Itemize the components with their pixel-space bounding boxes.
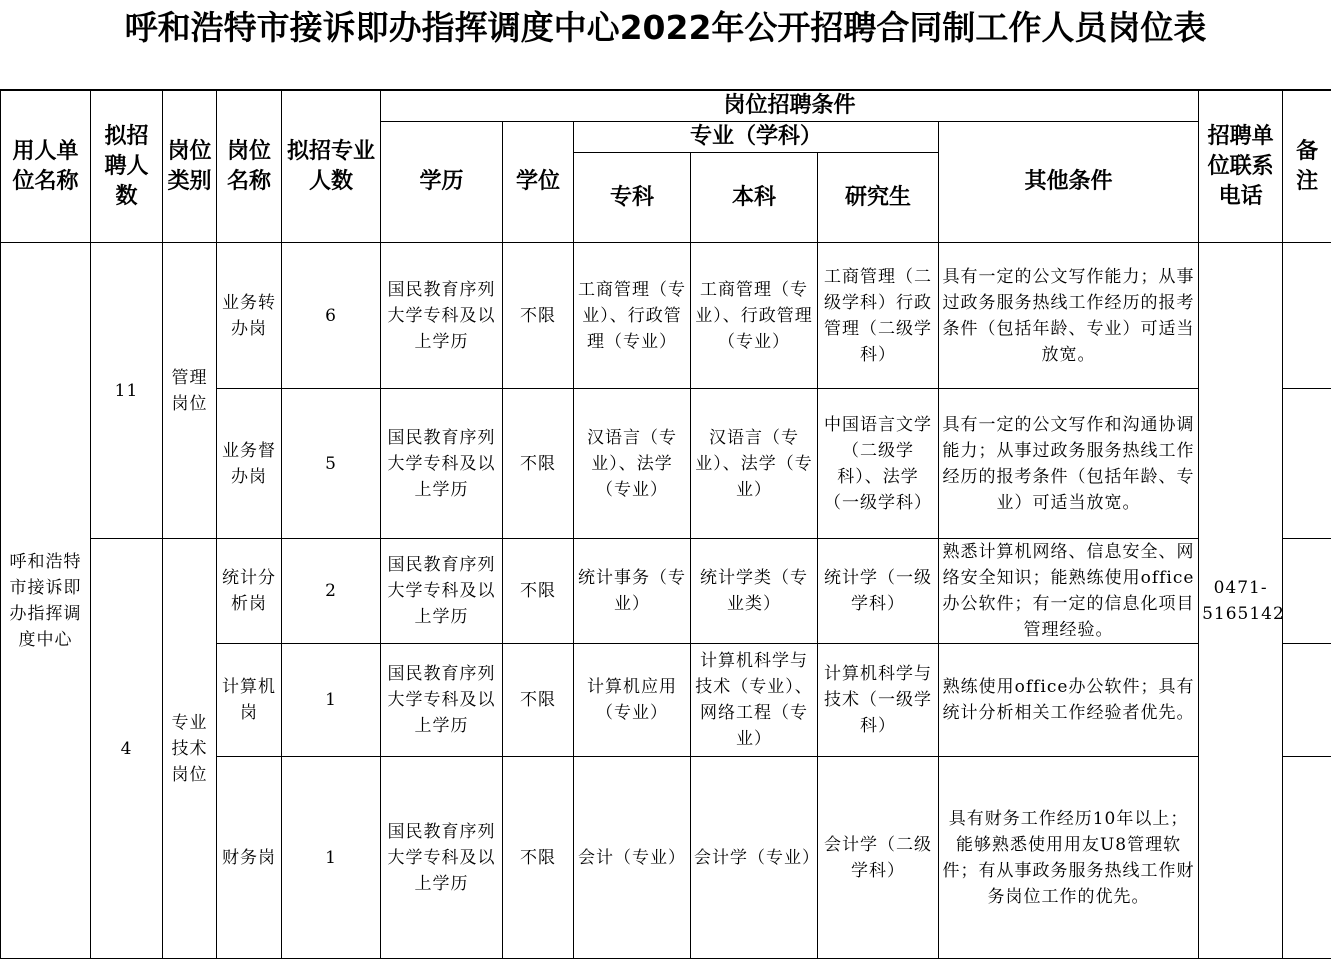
remarks-cell <box>1283 389 1331 539</box>
position-cell: 计算机岗 <box>217 644 282 757</box>
group-planned-cell: 4 <box>91 539 163 959</box>
header-category: 岗位类别 <box>163 91 217 243</box>
phone-cell: 0471-5165142 <box>1199 243 1283 959</box>
degree-cell: 不限 <box>503 389 574 539</box>
bachelor-cell: 工商管理（专业）、行政管理（专业） <box>691 243 818 389</box>
table-row <box>1 243 1331 389</box>
graduate-cell: 工商管理（二级学科）行政管理（二级学科） <box>818 243 939 389</box>
header-major-group: 专业（学科） <box>574 122 939 153</box>
header-conditions: 岗位招聘条件 <box>381 91 1199 122</box>
graduate-cell: 统计学（一级学科） <box>818 539 939 644</box>
college-cell: 统计事务（专业） <box>574 539 691 644</box>
header-degree: 学位 <box>503 122 574 243</box>
group-category-cell: 管理岗位 <box>163 243 217 539</box>
header-phone: 招聘单位联系电话 <box>1199 91 1283 243</box>
header-position: 岗位名称 <box>217 91 282 243</box>
header-other: 其他条件 <box>939 122 1199 243</box>
count-cell: 2 <box>282 539 381 644</box>
college-cell: 计算机应用（专业） <box>574 644 691 757</box>
count-cell: 1 <box>282 644 381 757</box>
header-major-count: 拟招专业人数 <box>282 91 381 243</box>
count-cell: 6 <box>282 243 381 389</box>
group-planned-cell: 11 <box>91 243 163 539</box>
title-bar <box>0 0 1331 90</box>
bachelor-cell: 统计学类（专业类） <box>691 539 818 644</box>
college-cell: 汉语言（专业）、法学（专业） <box>574 389 691 539</box>
unit-name-cell: 呼和浩特市接诉即办指挥调度中心 <box>1 243 91 959</box>
remarks-cell <box>1283 757 1331 959</box>
bachelor-cell: 计算机科学与技术（专业）、网络工程（专业） <box>691 644 818 757</box>
header-bachelor: 本科 <box>691 153 818 243</box>
education-cell: 国民教育序列大学专科及以上学历 <box>381 243 503 389</box>
remarks-cell <box>1283 243 1331 389</box>
other-cell: 具有一定的公文写作和沟通协调能力；从事过政务服务热线工作经历的报考条件（包括年龄、专业）可适当放宽。 <box>939 389 1199 539</box>
document-title: 呼和浩特市接诉即办指挥调度中心2022年公开招聘合同制工作人员岗位表 <box>0 2 1331 54</box>
header-college: 专科 <box>574 153 691 243</box>
graduate-cell: 计算机科学与技术（一级学科） <box>818 644 939 757</box>
education-cell: 国民教育序列大学专科及以上学历 <box>381 644 503 757</box>
degree-cell: 不限 <box>503 757 574 959</box>
bachelor-cell: 汉语言（专业）、法学（专业） <box>691 389 818 539</box>
position-cell: 统计分析岗 <box>217 539 282 644</box>
bachelor-cell: 会计学（专业） <box>691 757 818 959</box>
table-row <box>1 539 1331 644</box>
college-cell: 工商管理（专业）、行政管理（专业） <box>574 243 691 389</box>
position-table <box>0 90 1331 959</box>
count-cell: 1 <box>282 757 381 959</box>
degree-cell: 不限 <box>503 243 574 389</box>
other-cell: 具有一定的公文写作能力；从事过政务服务热线工作经历的报考条件（包括年龄、专业）可适当放宽。 <box>939 243 1199 389</box>
other-cell: 熟悉计算机网络、信息安全、网络安全知识；能熟练使用office办公软件；有一定的信息化项目管理经验。 <box>939 539 1199 644</box>
college-cell: 会计（专业） <box>574 757 691 959</box>
header-remarks: 备注 <box>1283 91 1331 243</box>
education-cell: 国民教育序列大学专科及以上学历 <box>381 389 503 539</box>
position-cell: 业务转办岗 <box>217 243 282 389</box>
graduate-cell: 会计学（二级学科） <box>818 757 939 959</box>
education-cell: 国民教育序列大学专科及以上学历 <box>381 757 503 959</box>
degree-cell: 不限 <box>503 539 574 644</box>
remarks-cell <box>1283 644 1331 757</box>
header-education: 学历 <box>381 122 503 243</box>
graduate-cell: 中国语言文学（二级学科）、法学（一级学科） <box>818 389 939 539</box>
header-unit: 用人单位名称 <box>1 91 91 243</box>
remarks-cell <box>1283 539 1331 644</box>
position-cell: 业务督办岗 <box>217 389 282 539</box>
header-planned: 拟招聘人数 <box>91 91 163 243</box>
group-category-cell: 专业技术岗位 <box>163 539 217 959</box>
education-cell: 国民教育序列大学专科及以上学历 <box>381 539 503 644</box>
other-cell: 熟练使用office办公软件；具有统计分析相关工作经验者优先。 <box>939 644 1199 757</box>
position-cell: 财务岗 <box>217 757 282 959</box>
header-row-1 <box>1 91 1331 122</box>
header-graduate: 研究生 <box>818 153 939 243</box>
degree-cell: 不限 <box>503 644 574 757</box>
count-cell: 5 <box>282 389 381 539</box>
other-cell: 具有财务工作经历10年以上；能够熟悉使用用友U8管理软件；有从事政务服务热线工作财务岗位工作的优先。 <box>939 757 1199 959</box>
